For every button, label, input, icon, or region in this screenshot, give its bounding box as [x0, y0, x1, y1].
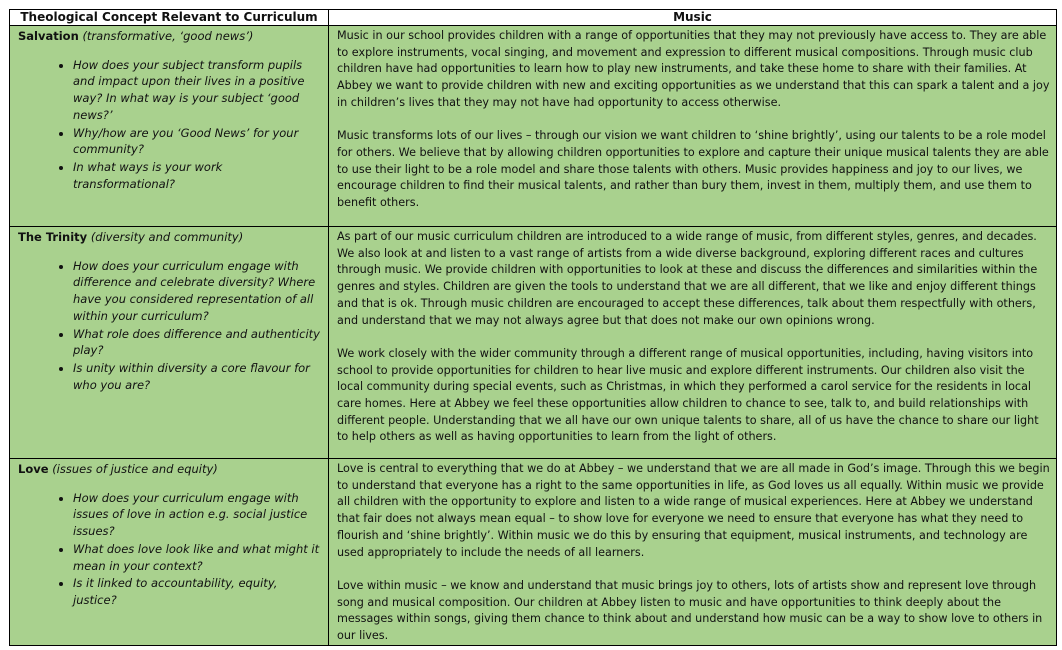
concept-heading	[18, 28, 320, 45]
description-paragraph: As part of our music curriculum children are introduced to a wide range of music, from different styles, genres, and decades. We also look at and listen to a vast range of artists from a wide diverse background, exploring different races and cultures through music. We provide children with opportunities to look at these and discuss the differences and similarities within the genres and styles. Children are given the tools to understand that we are all different, that we like and enjoy different things and that is ok. Through music children are encouraged to accept these differences, talk about them respectfully with others, and understand that we may not always agree but that does not make our own opinions wrong.	[337, 230, 1038, 327]
question-item: • How does your curriculum engage with issues of love in action e.g. social justice issues?	[73, 490, 320, 540]
question-item: • Why/how are you ‘Good News’ for your community?	[73, 125, 320, 158]
concept-heading	[18, 461, 320, 478]
question-item: • Is it linked to accountability, equity, justice?	[73, 575, 320, 608]
question-item: • What does love look like and what might it mean in your context?	[73, 541, 320, 574]
header-concept: Theological Concept Relevant to Curriculum	[10, 10, 329, 26]
concept-subtitle: (issues of justice and equity)	[52, 462, 218, 476]
header-row	[10, 10, 1057, 26]
description-paragraph: We work closely with the wider community through a different range of musical opportunities, including, having visitors into school to provide opportunities for children to hear live music and explore different instruments. Our children also visit the local community during special events, such as Christmas, in which they performed a carol service for the residents in local care homes. Here at Abbey we feel these opportunities allow children to chance to see, talk to, and build relationships with different people. Understanding that we all have our own unique talents to share, all of us have the chance to share our light to help others as well as having opportunities to learn from the light of others.	[337, 346, 1039, 444]
curriculum-table	[9, 9, 1057, 646]
question-item: • In what ways is your work transformational?	[73, 159, 320, 192]
row-salvation	[10, 26, 1057, 227]
concept-subtitle: (transformative, ‘good news’)	[82, 29, 254, 43]
question-item: • How does your subject transform pupils and impact upon their lives in a positive way? In what way is your subject ‘good news?’	[73, 57, 320, 124]
question-item: • What role does difference and authenticity play?	[73, 326, 320, 359]
header-subject: Music	[329, 10, 1057, 26]
concept-heading	[18, 229, 320, 246]
question-item: • How does your curriculum engage with difference and celebrate diversity? Where have you considered representation of all within your curriculum?	[73, 258, 320, 325]
description-paragraph: Music in our school provides children with a range of opportunities that they may not previously have access to. They are able to explore instruments, vocal singing, and movement and expression to different musical compositions. Through music club children have had opportunities to learn how to play new instruments, and take these home to share with their families. At Abbey we want to provide children with new and exciting opportunities as we understand that this can spark a talent and a joy in children’s lives that they may not have had opportunity to access otherwise.	[337, 29, 1050, 109]
question-list	[18, 258, 320, 394]
row-love	[10, 459, 1057, 646]
concept-subtitle: (diversity and community)	[90, 230, 244, 244]
question-item: • Is unity within diversity a core flavour for who you are?	[73, 360, 320, 393]
concept-name: Salvation	[18, 29, 79, 43]
concept-name: Love	[18, 462, 49, 476]
question-list	[18, 57, 320, 193]
description-cell	[329, 26, 1057, 227]
description-paragraph: Love within music – we know and understand that music brings joy to others, lots of artists show and represent love through song and musical composition. Our children at Abbey listen to music and have opportunities to think deeply about the messages within songs, giving them chance to think about and understand how music can be a way to show love to others in our lives.	[337, 578, 1043, 643]
description-paragraph: Love is central to everything that we do at Abbey – we understand that we are all made in God’s image. Through this we begin to understand that everyone has a right to the same opportunities in life, as God loves us all equally. Within music we provide all children with the opportunity to explore and listen to a wide range of musical experiences. Here at Abbey we understand that fair does not always mean equal – to show love for everyone we need to ensure that everyone has what they need to flourish and ‘shine brightly’. Within music we do this by ensuring that equipment, musical instruments, and technology are used appropriately to include the needs of all learners.	[337, 462, 1050, 559]
concept-cell	[10, 227, 329, 459]
row-trinity	[10, 227, 1057, 459]
concept-name: The Trinity	[18, 230, 88, 244]
question-list	[18, 490, 320, 609]
description-paragraph: Music transforms lots of our lives – through our vision we want children to ‘shine brightly’, using our talents to be a role model for others. We believe that by allowing children opportunities to explore and capture their unique musical talents they are able to use their light to be a role model and share those talents with others. Music provides happiness and joy to our lives, we encourage children to find their musical talents, and rather than bury them, invest in them, multiply them, and use them to benefit others.	[337, 129, 1049, 210]
concept-cell	[10, 26, 329, 227]
concept-cell	[10, 459, 329, 646]
description-cell	[329, 227, 1057, 459]
description-cell	[329, 459, 1057, 646]
